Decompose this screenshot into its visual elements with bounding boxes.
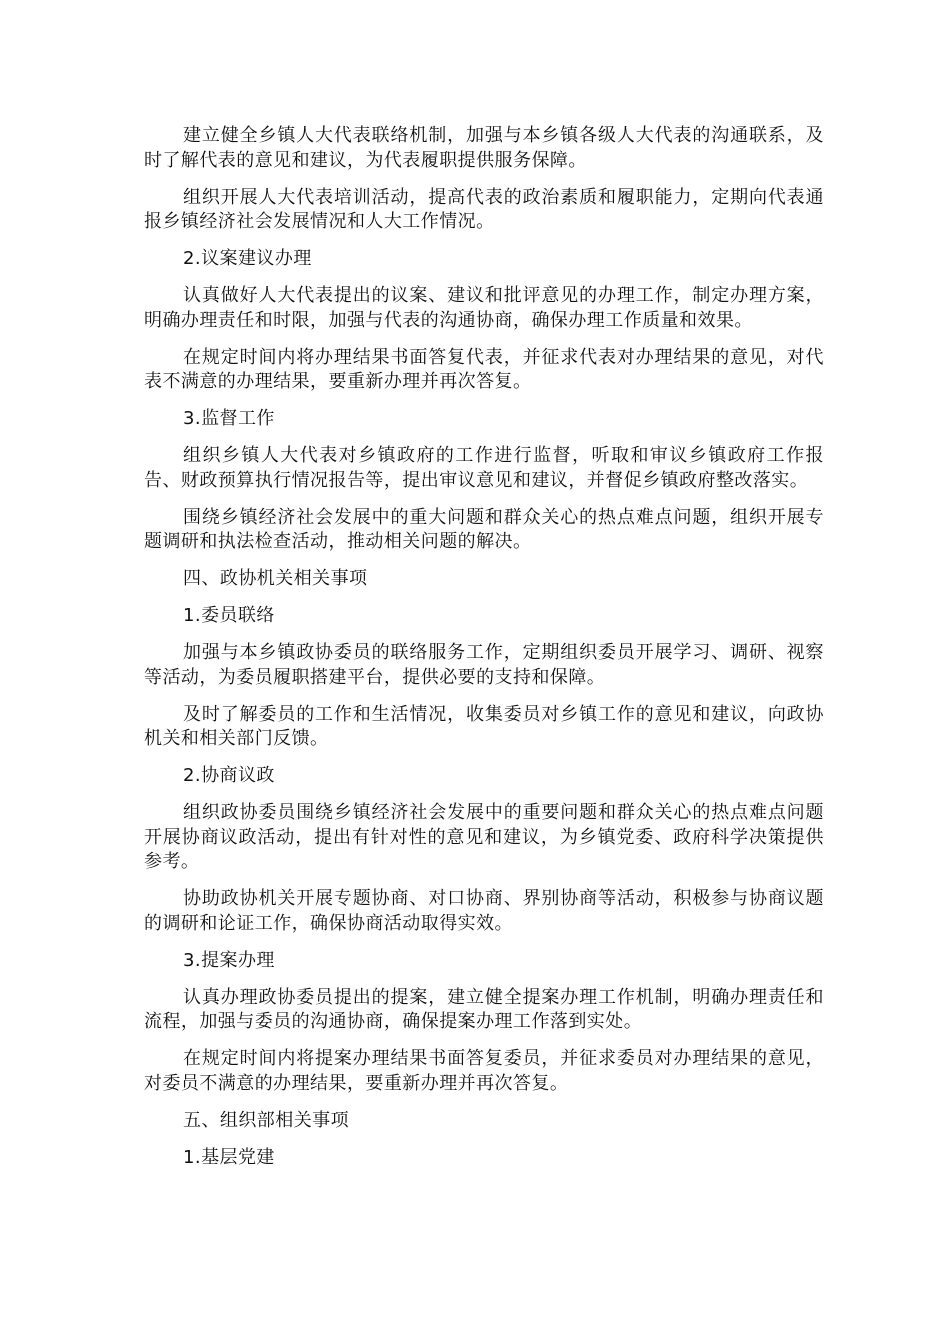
- paragraph-motion-reply: 在规定时间内将办理结果书面答复代表，并征求代表对办理结果的意见，对代表不满意的办理结果，要重新办理并再次答复。: [144, 346, 824, 392]
- paragraph-representative-liaison: 建立健全乡镇人大代表联络机制，加强与本乡镇各级人大代表的沟通联系，及时了解代表的意见和建议，为代表履职提供服务保障。: [144, 125, 824, 171]
- paragraph-proposal-reply: 在规定时间内将提案办理结果书面答复委员，并征求委员对办理结果的意见，对委员不满意的办理结果，要重新办理并再次答复。: [144, 1048, 824, 1094]
- heading-proposal-handling: 3.提案办理: [183, 949, 275, 971]
- paragraph-motion-handling-process: 认真做好人大代表提出的议案、建议和批评意见的办理工作，制定办理方案，明确办理责任和时限，加强与代表的沟通协商，确保办理工作质量和效果。: [144, 285, 824, 331]
- paragraph-proposal-mechanism: 认真办理政协委员提出的提案，建立健全提案办理工作机制，明确办理责任和流程，加强与委员的沟通协商，确保提案办理工作落到实处。: [144, 986, 824, 1032]
- heading-consultation: 2.协商议政: [183, 765, 275, 786]
- heading-supervision: 3.监督工作: [183, 408, 275, 429]
- heading-motion-handling: 2.议案建议办理: [183, 248, 312, 269]
- heading-organization-section: 五、组织部相关事项: [183, 1109, 350, 1131]
- heading-grassroots-party: 1.基层党建: [183, 1146, 275, 1168]
- paragraph-supervision-research: 围绕乡镇经济社会发展中的重大问题和群众关心的热点难点问题，组织开展专题调研和执法检查活动，推动相关问题的解决。: [144, 506, 824, 552]
- heading-member-liaison: 1.委员联络: [183, 605, 275, 626]
- document-page: [144, 124, 824, 1183]
- heading-cppcc-section: 四、政协机关相关事项: [183, 568, 368, 589]
- paragraph-consultation-assist: 协助政协机关开展专题协商、对口协商、界别协商等活动，积极参与协商议题的调研和论证工作，确保协商活动取得实效。: [144, 888, 824, 934]
- paragraph-member-liaison-service: 加强与本乡镇政协委员的联络服务工作，定期组织委员开展学习、调研、视察等活动，为委员履职搭建平台，提供必要的支持和保障。: [144, 642, 824, 688]
- paragraph-consultation-activities: 组织政协委员围绕乡镇经济社会发展中的重要问题和群众关心的热点难点问题开展协商议政活动，提出有针对性的意见和建议，为乡镇党委、政府科学决策提供参考。: [144, 802, 824, 872]
- paragraph-supervision-government: 组织乡镇人大代表对乡镇政府的工作进行监督，听取和审议乡镇政府工作报告、财政预算执行情况报告等，提出审议意见和建议，并督促乡镇政府整改落实。: [144, 445, 824, 491]
- paragraph-representative-training: 组织开展人大代表培训活动，提高代表的政治素质和履职能力，定期向代表通报乡镇经济社会发展情况和人大工作情况。: [144, 186, 824, 232]
- paragraph-member-feedback: 及时了解委员的工作和生活情况，收集委员对乡镇工作的意见和建议，向政协机关和相关部门反馈。: [144, 703, 824, 749]
